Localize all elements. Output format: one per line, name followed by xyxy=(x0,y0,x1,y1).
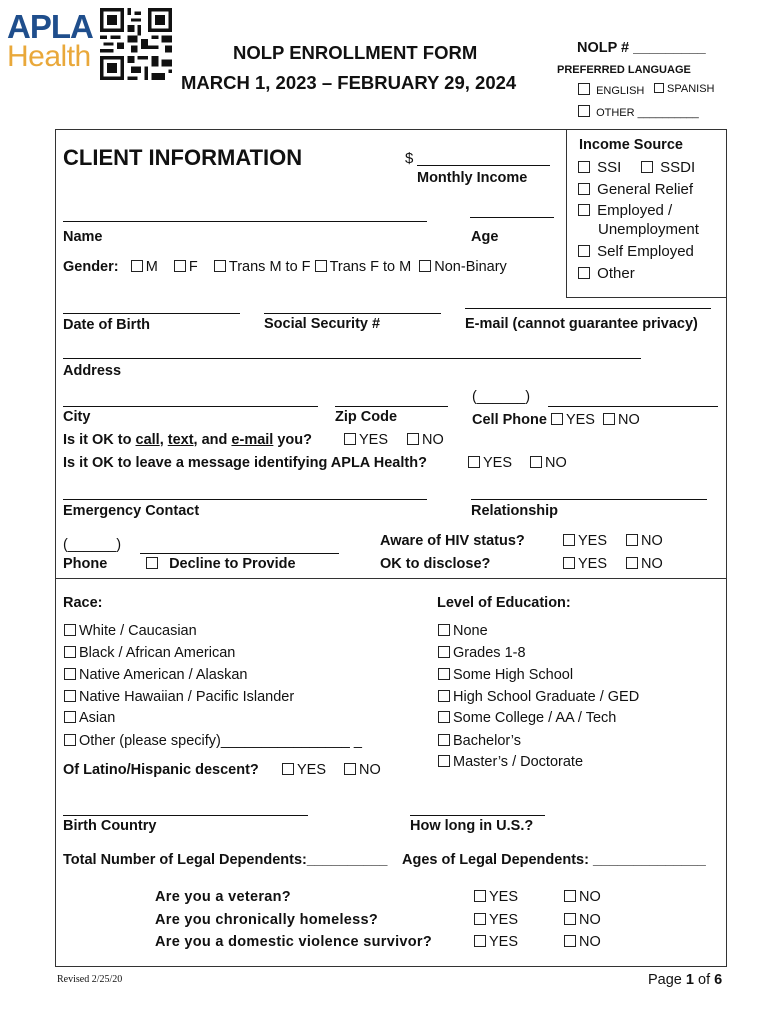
checkbox[interactable] xyxy=(407,433,419,445)
gender-nb-label: Non-Binary xyxy=(434,259,507,275)
zip-label: Zip Code xyxy=(335,409,398,425)
aware-hiv-question: Aware of HIV status? xyxy=(380,533,525,549)
checkbox[interactable] xyxy=(64,668,76,680)
veteran-question: Are you a veteran? xyxy=(155,889,291,905)
checkbox[interactable] xyxy=(563,557,575,569)
message-no[interactable] xyxy=(530,455,567,471)
checkbox[interactable] xyxy=(438,711,450,723)
monthly-income-label: Monthly Income xyxy=(417,170,528,186)
contact-yes[interactable] xyxy=(344,432,388,448)
race-label: White / Caucasian xyxy=(79,623,197,639)
monthly-income-field[interactable] xyxy=(417,152,550,166)
no-label: NO xyxy=(641,533,663,549)
checkbox[interactable] xyxy=(438,646,450,658)
disclose-yes[interactable] xyxy=(563,556,607,572)
no-label: NO xyxy=(545,455,567,471)
birth-country-label: Birth Country xyxy=(63,818,157,834)
yes-label: YES xyxy=(359,432,389,448)
email-label: E-mail (cannot guarantee privacy) xyxy=(465,316,698,332)
checkbox[interactable] xyxy=(438,624,450,636)
page-number xyxy=(648,972,722,988)
homeless-question: Are you chronically homeless? xyxy=(155,912,379,928)
income-other-label: Other xyxy=(597,265,635,282)
education-label: Master’s / Doctorate xyxy=(453,754,584,770)
name-label: Name xyxy=(63,229,103,245)
yes-label: YES xyxy=(578,556,608,572)
checkbox[interactable] xyxy=(438,668,450,680)
education-option[interactable] xyxy=(438,667,573,683)
checkbox[interactable] xyxy=(578,245,590,257)
checkbox[interactable] xyxy=(438,734,450,746)
yes-label: YES xyxy=(489,934,519,950)
general-relief-label: General Relief xyxy=(597,181,694,198)
spanish-label: SPANISH xyxy=(667,83,715,95)
gender-row xyxy=(63,259,507,275)
gender-m-label: M xyxy=(145,259,158,275)
cell-area-code[interactable]: (______) xyxy=(472,389,531,405)
name-field[interactable] xyxy=(63,208,427,222)
language-spanish[interactable] xyxy=(654,83,714,95)
dv-yes[interactable] xyxy=(474,934,518,950)
education-label: High School Graduate / GED xyxy=(453,689,640,705)
race-label: Black / African American xyxy=(79,645,236,661)
checkbox[interactable] xyxy=(563,534,575,546)
checkbox[interactable] xyxy=(564,935,576,947)
logo-apla-text: APLA xyxy=(7,8,93,45)
client-info-heading: CLIENT INFORMATION xyxy=(63,145,303,170)
checkbox[interactable] xyxy=(578,161,590,173)
dob-field[interactable] xyxy=(63,300,240,314)
no-label: NO xyxy=(422,432,444,448)
checkbox[interactable] xyxy=(344,433,356,445)
preferred-language-label: PREFERRED LANGUAGE xyxy=(557,64,691,76)
checkbox[interactable] xyxy=(131,260,143,272)
checkbox[interactable] xyxy=(578,105,590,117)
page-total: 6 xyxy=(714,972,723,988)
checkbox[interactable] xyxy=(551,413,563,425)
message-question: Is it OK to leave a message identifying APLA Health? xyxy=(63,455,427,471)
education-label: Grades 1-8 xyxy=(453,645,526,661)
dob-label: Date of Birth xyxy=(63,317,150,333)
race-label: Asian xyxy=(79,710,116,726)
emergency-contact-label: Emergency Contact xyxy=(63,503,200,519)
income-source-heading: Income Source xyxy=(579,137,683,153)
checkbox[interactable] xyxy=(578,183,590,195)
gender-m[interactable] xyxy=(131,259,158,275)
gender-non-binary[interactable] xyxy=(419,259,507,275)
emergency-contact-field[interactable] xyxy=(63,486,427,500)
address-field[interactable] xyxy=(63,345,641,359)
how-long-label: How long in U.S.? xyxy=(410,818,534,834)
how-long-field[interactable] xyxy=(410,802,545,816)
relationship-label: Relationship xyxy=(471,503,559,519)
education-label: Bachelor’s xyxy=(453,733,521,749)
veteran-no[interactable] xyxy=(564,889,601,905)
email-field[interactable] xyxy=(465,295,711,309)
self-employed-label: Self Employed xyxy=(597,243,694,260)
checkbox[interactable] xyxy=(626,534,638,546)
dv-no[interactable] xyxy=(564,934,601,950)
checkbox[interactable] xyxy=(564,890,576,902)
dollar-sign: $ xyxy=(405,150,414,167)
education-option[interactable] xyxy=(438,754,583,770)
gender-f-label: F xyxy=(188,259,198,275)
checkbox[interactable] xyxy=(438,755,450,767)
age-label: Age xyxy=(471,229,499,245)
cell-yes[interactable] xyxy=(551,412,595,428)
phone-label: Phone xyxy=(63,556,108,572)
race-option[interactable] xyxy=(64,667,247,683)
apla-logo xyxy=(7,8,93,73)
race-option[interactable] xyxy=(64,710,115,726)
birth-country-field[interactable] xyxy=(63,802,308,816)
ssi-label: SSI xyxy=(597,159,622,176)
city-field[interactable] xyxy=(63,393,318,407)
yes-label: YES xyxy=(578,533,608,549)
ok-and-text: , and xyxy=(193,432,232,448)
cell-phone-field[interactable] xyxy=(548,393,718,407)
checkbox[interactable] xyxy=(474,913,486,925)
education-option[interactable] xyxy=(438,710,616,726)
checkbox[interactable] xyxy=(419,260,431,272)
gender-tfm-label: Trans F to M xyxy=(329,259,412,275)
dv-survivor-question: Are you a domestic violence survivor? xyxy=(155,934,433,950)
income-other[interactable] xyxy=(578,265,635,282)
no-label: NO xyxy=(359,762,381,778)
ssn-field[interactable] xyxy=(264,300,441,314)
ok-to-contact-question: Is it OK to call, text, and e-mail you? xyxy=(63,432,313,448)
cell-phone-row xyxy=(472,412,640,428)
checkbox[interactable] xyxy=(474,935,486,947)
checkbox[interactable] xyxy=(626,557,638,569)
revised-date: Revised 2/25/20 xyxy=(57,974,123,985)
checkbox[interactable] xyxy=(578,267,590,279)
ok-you-text: you? xyxy=(273,432,313,448)
relationship-field[interactable] xyxy=(471,486,707,500)
education-option[interactable] xyxy=(438,645,526,661)
gender-trans-m-to-f[interactable] xyxy=(214,259,311,275)
gender-label: Gender: xyxy=(63,259,119,275)
no-label: NO xyxy=(579,934,601,950)
address-label: Address xyxy=(63,363,122,379)
checkbox[interactable] xyxy=(654,83,664,93)
checkbox[interactable] xyxy=(174,260,186,272)
checkbox[interactable] xyxy=(438,690,450,702)
aware-hiv-no[interactable] xyxy=(626,533,663,549)
yes-label: YES xyxy=(489,912,519,928)
checkbox[interactable] xyxy=(344,763,356,775)
latino-yes[interactable] xyxy=(282,762,326,778)
education-option[interactable] xyxy=(438,623,488,639)
gender-f[interactable] xyxy=(174,259,198,275)
checkbox[interactable] xyxy=(603,413,615,425)
checkbox[interactable] xyxy=(146,557,158,569)
ok-disclose-question: OK to disclose? xyxy=(380,556,491,572)
checkbox[interactable] xyxy=(474,890,486,902)
veteran-yes[interactable] xyxy=(474,889,518,905)
ssn-label: Social Security # xyxy=(264,316,381,332)
emergency-phone-field[interactable] xyxy=(140,540,339,554)
zip-field[interactable] xyxy=(335,393,448,407)
ok-email-text: e-mail xyxy=(231,432,274,448)
income-employed[interactable] xyxy=(578,202,672,219)
unemployment-label: Unemployment xyxy=(598,221,699,238)
ok-text-text: text xyxy=(167,432,194,448)
yes-label: YES xyxy=(297,762,327,778)
latino-question: Of Latino/Hispanic descent? xyxy=(63,762,259,778)
yes-label: YES xyxy=(483,455,513,471)
income-ssdi[interactable] xyxy=(641,159,695,176)
decline-to-provide[interactable] xyxy=(146,556,296,572)
cell-no[interactable] xyxy=(603,412,640,428)
homeless-no[interactable] xyxy=(564,912,601,928)
no-label: NO xyxy=(618,412,640,428)
income-divider-vertical xyxy=(566,129,567,297)
ok-call-text: call xyxy=(135,432,160,448)
form-dates: MARCH 1, 2023 – FEBRUARY 29, 2024 xyxy=(181,72,517,93)
income-ssi[interactable] xyxy=(578,159,621,176)
checkbox[interactable] xyxy=(64,624,76,636)
language-other[interactable] xyxy=(578,105,699,119)
emergency-area-code[interactable]: (______) xyxy=(63,537,122,553)
checkbox[interactable] xyxy=(282,763,294,775)
checkbox[interactable] xyxy=(214,260,226,272)
section-divider xyxy=(55,578,727,579)
no-label: NO xyxy=(579,912,601,928)
education-label: None xyxy=(453,623,488,639)
form-title: NOLP ENROLLMENT FORM xyxy=(233,42,478,63)
checkbox[interactable] xyxy=(578,83,590,95)
race-label: Other (please specify)________________ _ xyxy=(79,733,362,749)
education-option[interactable] xyxy=(438,733,521,749)
race-label: Native American / Alaskan xyxy=(79,667,248,683)
nolp-number[interactable]: NOLP # _________ xyxy=(577,40,706,56)
language-english[interactable] xyxy=(578,83,644,97)
race-option[interactable] xyxy=(64,623,197,639)
page-current: 1 xyxy=(685,972,694,988)
checkbox[interactable] xyxy=(64,734,76,746)
latino-no[interactable] xyxy=(344,762,381,778)
ssdi-label: SSDI xyxy=(660,159,696,176)
city-label: City xyxy=(63,409,91,425)
checkbox[interactable] xyxy=(468,456,480,468)
race-label: Native Hawaiian / Pacific Islander xyxy=(79,689,295,705)
page-pre: Page xyxy=(648,972,686,988)
checkbox[interactable] xyxy=(564,913,576,925)
decline-label: Decline to Provide xyxy=(169,556,296,572)
checkbox[interactable] xyxy=(641,161,653,173)
no-label: NO xyxy=(641,556,663,572)
yes-label: YES xyxy=(565,412,595,428)
other-language-label: OTHER __________ xyxy=(596,107,699,119)
education-heading: Level of Education: xyxy=(437,595,571,611)
aware-hiv-yes[interactable] xyxy=(563,533,607,549)
income-self-employed[interactable] xyxy=(578,243,694,260)
checkbox[interactable] xyxy=(530,456,542,468)
race-option[interactable] xyxy=(64,733,362,749)
cell-phone-label: Cell Phone xyxy=(472,412,547,428)
yes-label: YES xyxy=(489,889,519,905)
checkbox[interactable] xyxy=(315,260,327,272)
english-label: ENGLISH xyxy=(596,85,645,97)
checkbox[interactable] xyxy=(64,690,76,702)
gender-tmf-label: Trans M to F xyxy=(228,259,311,275)
education-label: Some College / AA / Tech xyxy=(453,710,617,726)
page-of: of xyxy=(693,972,715,988)
race-heading: Race: xyxy=(63,595,103,611)
contact-no[interactable] xyxy=(407,432,444,448)
gender-trans-f-to-m[interactable] xyxy=(315,259,412,275)
age-field[interactable] xyxy=(470,204,554,218)
checkbox[interactable] xyxy=(64,646,76,658)
no-label: NO xyxy=(579,889,601,905)
race-option[interactable] xyxy=(64,689,294,705)
employed-label: Employed / xyxy=(597,202,673,219)
logo-health-text: Health xyxy=(7,40,91,73)
disclose-no[interactable] xyxy=(626,556,663,572)
income-general-relief[interactable] xyxy=(578,181,693,198)
dependents-question[interactable]: Total Number of Legal Dependents:__________ xyxy=(63,852,388,868)
homeless-yes[interactable] xyxy=(474,912,518,928)
message-yes[interactable] xyxy=(468,455,512,471)
qr-code-icon xyxy=(100,8,172,80)
ages-dependents-question[interactable]: Ages of Legal Dependents: ______________ xyxy=(402,852,706,868)
ok-contact-pre: Is it OK to xyxy=(63,432,136,448)
race-option[interactable] xyxy=(64,645,235,661)
checkbox[interactable] xyxy=(64,711,76,723)
checkbox[interactable] xyxy=(578,204,590,216)
education-option[interactable] xyxy=(438,689,639,705)
education-label: Some High School xyxy=(453,667,574,683)
